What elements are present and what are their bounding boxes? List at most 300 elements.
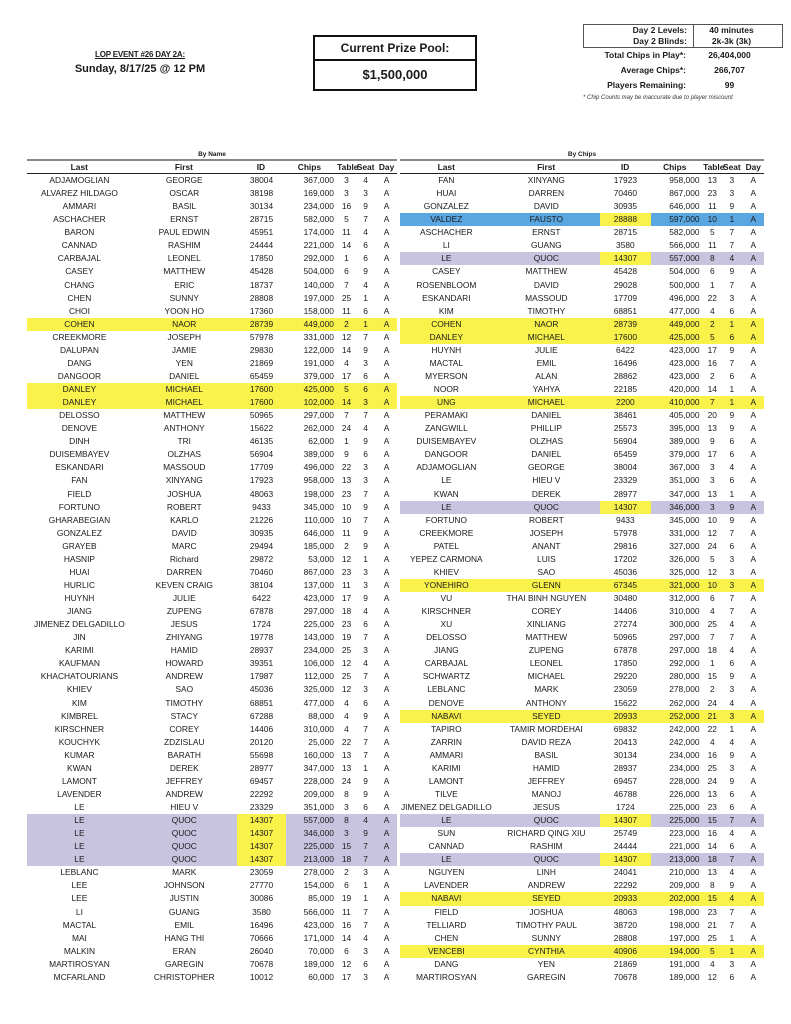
cell-table: 23 <box>341 566 352 577</box>
cell-id: 14307 <box>600 853 651 866</box>
cell-last: TELLIARD <box>426 919 467 930</box>
cell-seat: 3 <box>363 188 368 199</box>
cell-first: MARK <box>172 867 197 878</box>
cell-last: LE <box>441 475 452 486</box>
cell-seat: 1 <box>363 762 368 773</box>
cell-day: A <box>383 514 390 525</box>
cell-table: 12 <box>341 684 352 695</box>
cell-first: DANIEL <box>169 370 200 381</box>
cell-first: MICHAEL <box>165 384 203 394</box>
col-header-table: Table <box>337 162 359 172</box>
cell-last: FAN <box>71 475 88 486</box>
cell-seat: 1 <box>729 932 735 943</box>
cell-chips: 557,000 <box>303 815 334 826</box>
cell-first: THAI BINH NGUYEN <box>506 593 587 603</box>
cell-table: 23 <box>707 188 717 199</box>
cell-id: 28808 <box>613 932 638 943</box>
cell-last: KIM <box>438 305 454 316</box>
cell-id: 55698 <box>249 749 274 760</box>
cell-seat: 9 <box>729 514 735 525</box>
cell-id: 28715 <box>613 227 638 238</box>
table-row <box>27 435 397 448</box>
cell-table: 23 <box>707 906 717 917</box>
table-row <box>27 252 397 265</box>
cell-day: A <box>383 553 390 564</box>
cell-table: 8 <box>709 253 715 264</box>
cell-table: 10 <box>341 501 352 512</box>
cell-id: 28808 <box>249 292 274 303</box>
cell-table: 21 <box>707 919 717 930</box>
cell-id: 24041 <box>613 867 638 878</box>
cell-table: 22 <box>707 292 717 303</box>
cell-last: JIMENEZ DELGADILLO <box>34 619 125 630</box>
cell-day: A <box>750 684 757 695</box>
cell-chips: 160,000 <box>303 749 334 760</box>
cell-seat: 1 <box>729 384 735 394</box>
table-row <box>400 226 764 239</box>
cell-table: 3 <box>344 175 349 185</box>
cell-day: A <box>750 619 757 630</box>
cell-day: A <box>750 292 757 303</box>
table-row <box>400 553 764 566</box>
cell-day: A <box>383 671 390 682</box>
stat-average-chips <box>583 63 783 78</box>
cell-seat: 9 <box>729 749 735 760</box>
cell-day: A <box>750 540 757 551</box>
table-row <box>27 840 397 853</box>
cell-chips: 262,000 <box>669 697 700 708</box>
cell-chips: 325,000 <box>669 566 700 577</box>
table-row <box>27 501 397 514</box>
cell-day: A <box>383 958 390 969</box>
cell-day: A <box>750 710 757 721</box>
cell-seat: 4 <box>729 697 735 708</box>
cell-first: JEFFREY <box>527 775 565 786</box>
table-row <box>400 866 764 879</box>
table-row <box>400 631 764 644</box>
cell-first: JOSEPH <box>167 331 202 342</box>
table-row <box>400 853 764 866</box>
cell-table: 4 <box>344 710 349 721</box>
cell-table: 13 <box>707 423 717 434</box>
cell-table: 16 <box>707 749 717 760</box>
table-row <box>400 958 764 971</box>
table-row <box>27 357 397 370</box>
table-row <box>400 318 764 331</box>
cell-first: RASHIM <box>167 240 201 251</box>
cell-table: 3 <box>344 828 349 839</box>
cell-seat: 4 <box>729 462 735 473</box>
cell-first: JESUS <box>532 802 560 812</box>
cell-last: KIM <box>71 697 87 708</box>
cell-first: QUOC <box>533 501 559 512</box>
cell-first: GAREGIN <box>164 958 204 969</box>
cell-last: KWAN <box>433 488 459 499</box>
cell-id: 17923 <box>613 175 638 185</box>
cell-day: A <box>750 906 757 917</box>
cell-seat: 1 <box>729 945 735 956</box>
cell-day: A <box>750 828 757 839</box>
cell-chips: 112,000 <box>304 671 334 682</box>
prize-pool-box <box>313 35 477 91</box>
table-row <box>400 736 764 749</box>
cell-first: OLZHAS <box>529 436 564 447</box>
table-row <box>27 958 397 971</box>
cell-chips: 423,000 <box>303 919 334 930</box>
cell-table: 2 <box>344 867 349 878</box>
cell-table: 5 <box>709 227 715 238</box>
cell-table: 10 <box>707 579 717 590</box>
cell-seat: 6 <box>363 619 368 630</box>
cell-seat: 9 <box>363 344 368 355</box>
cell-chips: 477,000 <box>303 697 334 708</box>
cell-seat: 3 <box>363 867 368 878</box>
cell-chips: 425,000 <box>669 331 700 342</box>
cell-chips: 326,000 <box>669 553 700 564</box>
cell-id: 24444 <box>613 841 638 852</box>
cell-first: DARREN <box>166 566 202 577</box>
cell-seat: 1 <box>363 292 368 303</box>
cell-table: 7 <box>344 410 349 421</box>
cell-last: COHEN <box>64 318 95 329</box>
cell-seat: 7 <box>363 749 368 760</box>
cell-first: QUOC <box>533 815 559 826</box>
table-row <box>400 422 764 435</box>
cell-day: A <box>750 370 757 381</box>
cell-chips: 85,000 <box>308 893 334 904</box>
cell-first: SAO <box>537 566 556 577</box>
cell-seat: 3 <box>729 175 735 185</box>
cell-table: 11 <box>707 240 717 251</box>
cell-day: A <box>750 305 757 316</box>
cell-last: ASCHACHER <box>420 227 473 238</box>
cell-first: ZUPENG <box>528 645 564 656</box>
cell-day: A <box>383 475 390 486</box>
cell-first: YEN <box>537 958 555 969</box>
table-row <box>27 736 397 749</box>
cell-table: 17 <box>341 593 352 603</box>
cell-seat: 9 <box>363 540 368 551</box>
cell-table: 11 <box>707 201 717 212</box>
cell-first: DANIEL <box>531 410 562 421</box>
cell-first: NAOR <box>172 318 197 329</box>
cell-day: A <box>750 318 757 329</box>
cell-last: MACTAL <box>429 357 464 368</box>
cell-seat: 9 <box>729 266 735 277</box>
cell-table: 3 <box>344 802 349 812</box>
table-row <box>400 344 764 357</box>
cell-first: DANIEL <box>531 449 562 460</box>
cell-day: A <box>750 932 757 943</box>
table-row <box>400 618 764 631</box>
cell-id: 9433 <box>252 501 271 512</box>
cell-seat: 6 <box>729 436 735 447</box>
cell-last: LE <box>441 815 452 826</box>
cell-seat: 7 <box>729 919 735 930</box>
cell-id: 38004 <box>249 175 274 185</box>
cell-last: KWAN <box>67 762 92 773</box>
cell-id: 67345 <box>613 579 638 590</box>
cell-id: 14406 <box>613 606 638 617</box>
cell-day: A <box>750 527 757 538</box>
cell-id: 21226 <box>249 514 274 525</box>
cell-table: 24 <box>341 775 352 786</box>
cell-table: 12 <box>707 971 717 982</box>
col-header-first: First <box>174 162 193 172</box>
cell-id: 69832 <box>613 723 638 734</box>
cell-seat: 4 <box>363 227 368 238</box>
table-header <box>27 159 397 174</box>
cell-chips: 225,000 <box>669 802 700 812</box>
cell-first: ALAN <box>535 370 558 381</box>
cell-day: A <box>383 214 390 225</box>
table-row <box>27 775 397 788</box>
stat-day2-levels <box>583 24 783 36</box>
cell-last: DUISEMBAYEV <box>49 449 110 460</box>
cell-id: 39351 <box>249 658 274 669</box>
table-row <box>400 749 764 762</box>
stat-value: 40 minutes <box>709 25 754 35</box>
cell-last: KHIEV <box>66 684 92 695</box>
cell-last: PERAMAKI <box>424 410 468 421</box>
cell-seat: 6 <box>729 331 735 342</box>
cell-table: 4 <box>709 305 715 316</box>
cell-day: A <box>383 240 390 251</box>
cell-day: A <box>383 357 390 368</box>
cell-id: 27770 <box>249 880 274 891</box>
cell-id: 45036 <box>613 566 638 577</box>
cell-chips: 367,000 <box>303 175 334 185</box>
cell-id: 23329 <box>249 802 274 812</box>
cell-seat: 4 <box>729 619 735 630</box>
cell-chips: 347,000 <box>669 488 700 499</box>
cell-chips: 70,000 <box>308 945 334 956</box>
table-row <box>27 553 397 566</box>
cell-first: JAMIE <box>171 344 197 355</box>
cell-id: 17600 <box>249 384 274 394</box>
table-row <box>400 540 764 553</box>
cell-chips: 379,000 <box>303 370 334 381</box>
cell-last: HUYNH <box>431 344 462 355</box>
cell-seat: 1 <box>363 893 368 904</box>
cell-day: A <box>750 514 757 525</box>
table-row <box>400 592 764 605</box>
cell-day: A <box>383 945 390 956</box>
cell-day: A <box>383 449 390 460</box>
cell-chips: 500,000 <box>669 279 700 290</box>
cell-id: 14406 <box>249 723 274 734</box>
cell-chips: 331,000 <box>669 527 700 538</box>
cell-last: HUAI <box>436 188 457 199</box>
cell-table: 5 <box>709 553 715 564</box>
cell-first: QUOC <box>533 854 559 865</box>
cell-table: 2 <box>344 540 349 551</box>
cell-id: 46135 <box>249 436 274 447</box>
cell-chips: 327,000 <box>669 540 700 551</box>
cell-day: A <box>750 893 757 904</box>
cell-id: 70460 <box>249 566 274 577</box>
cell-table: 11 <box>342 527 351 538</box>
col-header-chips: Chips <box>297 162 322 172</box>
table-row <box>27 814 397 827</box>
cell-chips: 496,000 <box>669 292 700 303</box>
cell-id: 22292 <box>613 880 638 891</box>
cell-seat: 1 <box>729 397 735 408</box>
cell-day: A <box>750 566 757 577</box>
cell-id: 28888 <box>600 213 651 226</box>
cell-chips: 449,000 <box>669 318 700 329</box>
table-row <box>27 331 397 344</box>
cell-chips: 158,000 <box>303 305 334 316</box>
cell-last: VENCEBI <box>427 945 465 956</box>
cell-chips: 346,000 <box>669 501 700 512</box>
cell-id: 20413 <box>613 736 638 747</box>
cell-id: 40906 <box>613 945 638 956</box>
cell-id: 17709 <box>613 292 638 303</box>
cell-seat: 3 <box>729 710 735 721</box>
cell-first: LUIS <box>537 553 556 564</box>
cell-day: A <box>750 579 757 590</box>
cell-table: 13 <box>707 488 717 499</box>
cell-table: 16 <box>707 828 717 839</box>
cell-id: 38104 <box>249 579 274 590</box>
cell-seat: 7 <box>729 357 735 368</box>
cell-chips: 297,000 <box>669 645 700 656</box>
cell-last: DANG <box>434 958 459 969</box>
cell-first: YEN <box>175 357 193 368</box>
cell-last: DINH <box>69 436 90 447</box>
cell-seat: 7 <box>363 488 368 499</box>
cell-first: MARK <box>534 684 559 695</box>
table-row <box>27 866 397 879</box>
cell-first: ANDREW <box>165 788 203 799</box>
cell-seat: 7 <box>729 227 735 238</box>
cell-table: 6 <box>344 880 349 891</box>
cell-id: 38198 <box>249 188 274 199</box>
cell-day: A <box>383 684 390 695</box>
cell-first: MASSOUD <box>525 292 568 303</box>
cell-seat: 9 <box>363 593 368 603</box>
cell-id: 30935 <box>249 527 274 538</box>
cell-first: DAVID <box>533 279 559 290</box>
cell-chips: 292,000 <box>669 658 700 669</box>
table-row <box>27 318 397 331</box>
cell-last: CANNAD <box>428 841 465 852</box>
cell-day: A <box>750 762 757 773</box>
cell-day: A <box>383 436 390 447</box>
table-row <box>27 697 397 710</box>
cell-first: MASSOUD <box>163 462 206 473</box>
table-row <box>400 409 764 422</box>
cell-day: A <box>383 566 390 577</box>
stat-label: Day 2 Levels: <box>584 25 694 36</box>
cell-table: 3 <box>344 188 349 199</box>
cell-table: 17 <box>707 449 717 460</box>
cell-day: A <box>383 697 390 708</box>
cell-first: JOSHUA <box>167 488 202 499</box>
table-row <box>27 945 397 958</box>
cell-first: GEORGE <box>165 175 203 185</box>
stat-label: Players Remaining: <box>607 80 686 90</box>
cell-first: COREY <box>531 606 562 617</box>
cell-id: 19778 <box>249 632 274 643</box>
cell-chips: 198,000 <box>303 488 334 499</box>
cell-last: KAUFMAN <box>58 658 100 669</box>
cell-last: UNG <box>437 397 456 408</box>
table-row <box>27 566 397 579</box>
table-caption: By Chips <box>567 151 597 158</box>
cell-first: QUOC <box>171 841 197 852</box>
cell-seat: 6 <box>363 240 368 251</box>
cell-table: 24 <box>707 775 717 786</box>
cell-first: TIMOTHY PAUL <box>515 919 577 930</box>
cell-id: 14307 <box>237 853 287 866</box>
cell-first: TAMIR MORDEHAI <box>509 723 583 734</box>
cell-chips: 154,000 <box>303 880 334 891</box>
cell-first: GAREGIN <box>527 971 566 982</box>
cell-day: A <box>750 775 757 786</box>
cell-day: A <box>750 357 757 368</box>
cell-first: DEREK <box>531 488 561 499</box>
cell-seat: 6 <box>729 370 735 381</box>
event-header <box>50 50 230 75</box>
cell-seat: 6 <box>729 540 735 551</box>
cell-day: A <box>750 606 757 617</box>
cell-table: 4 <box>709 736 715 747</box>
cell-chips: 278,000 <box>303 867 334 878</box>
cell-id: 14307 <box>600 252 651 265</box>
cell-seat: 1 <box>729 723 735 734</box>
cell-id: 28862 <box>613 370 638 381</box>
cell-last: AMMARI <box>429 749 464 760</box>
cell-seat: 6 <box>363 958 368 969</box>
cell-seat: 9 <box>729 410 735 421</box>
cell-id: 45428 <box>613 266 638 277</box>
cell-last: XU <box>440 619 453 630</box>
cell-seat: 7 <box>363 854 368 865</box>
cell-first: CYNTHIA <box>527 945 565 956</box>
cell-last: MACTAL <box>62 919 97 930</box>
cell-id: 25573 <box>613 423 638 434</box>
cell-day: A <box>750 410 757 421</box>
cell-last: DANLEY <box>429 331 464 342</box>
cell-day: A <box>750 645 757 656</box>
cell-day: A <box>750 867 757 878</box>
cell-seat: 3 <box>363 579 368 590</box>
cell-id: 56904 <box>249 449 274 460</box>
cell-chips: 88,000 <box>308 710 334 721</box>
cell-last: YONEHIRO <box>424 579 469 590</box>
table-row <box>400 239 764 252</box>
cell-seat: 4 <box>363 279 368 290</box>
cell-id: 30480 <box>613 593 638 603</box>
cell-day: A <box>750 945 757 956</box>
cell-last: KHACHATOURIANS <box>40 671 119 682</box>
cell-first: PHILLIP <box>530 423 562 434</box>
cell-first: ZDZISLAU <box>164 736 205 747</box>
table-row <box>400 566 764 579</box>
cell-chips: 310,000 <box>303 723 334 734</box>
cell-seat: 3 <box>363 397 368 408</box>
cell-chips: 646,000 <box>303 527 334 538</box>
table-row <box>400 331 764 344</box>
table-row <box>400 906 764 919</box>
cell-chips: 300,000 <box>669 619 700 630</box>
cell-chips: 958,000 <box>669 175 700 185</box>
cell-id: 29220 <box>613 671 638 682</box>
cell-seat: 1 <box>363 880 368 891</box>
cell-chips: 958,000 <box>303 475 334 486</box>
